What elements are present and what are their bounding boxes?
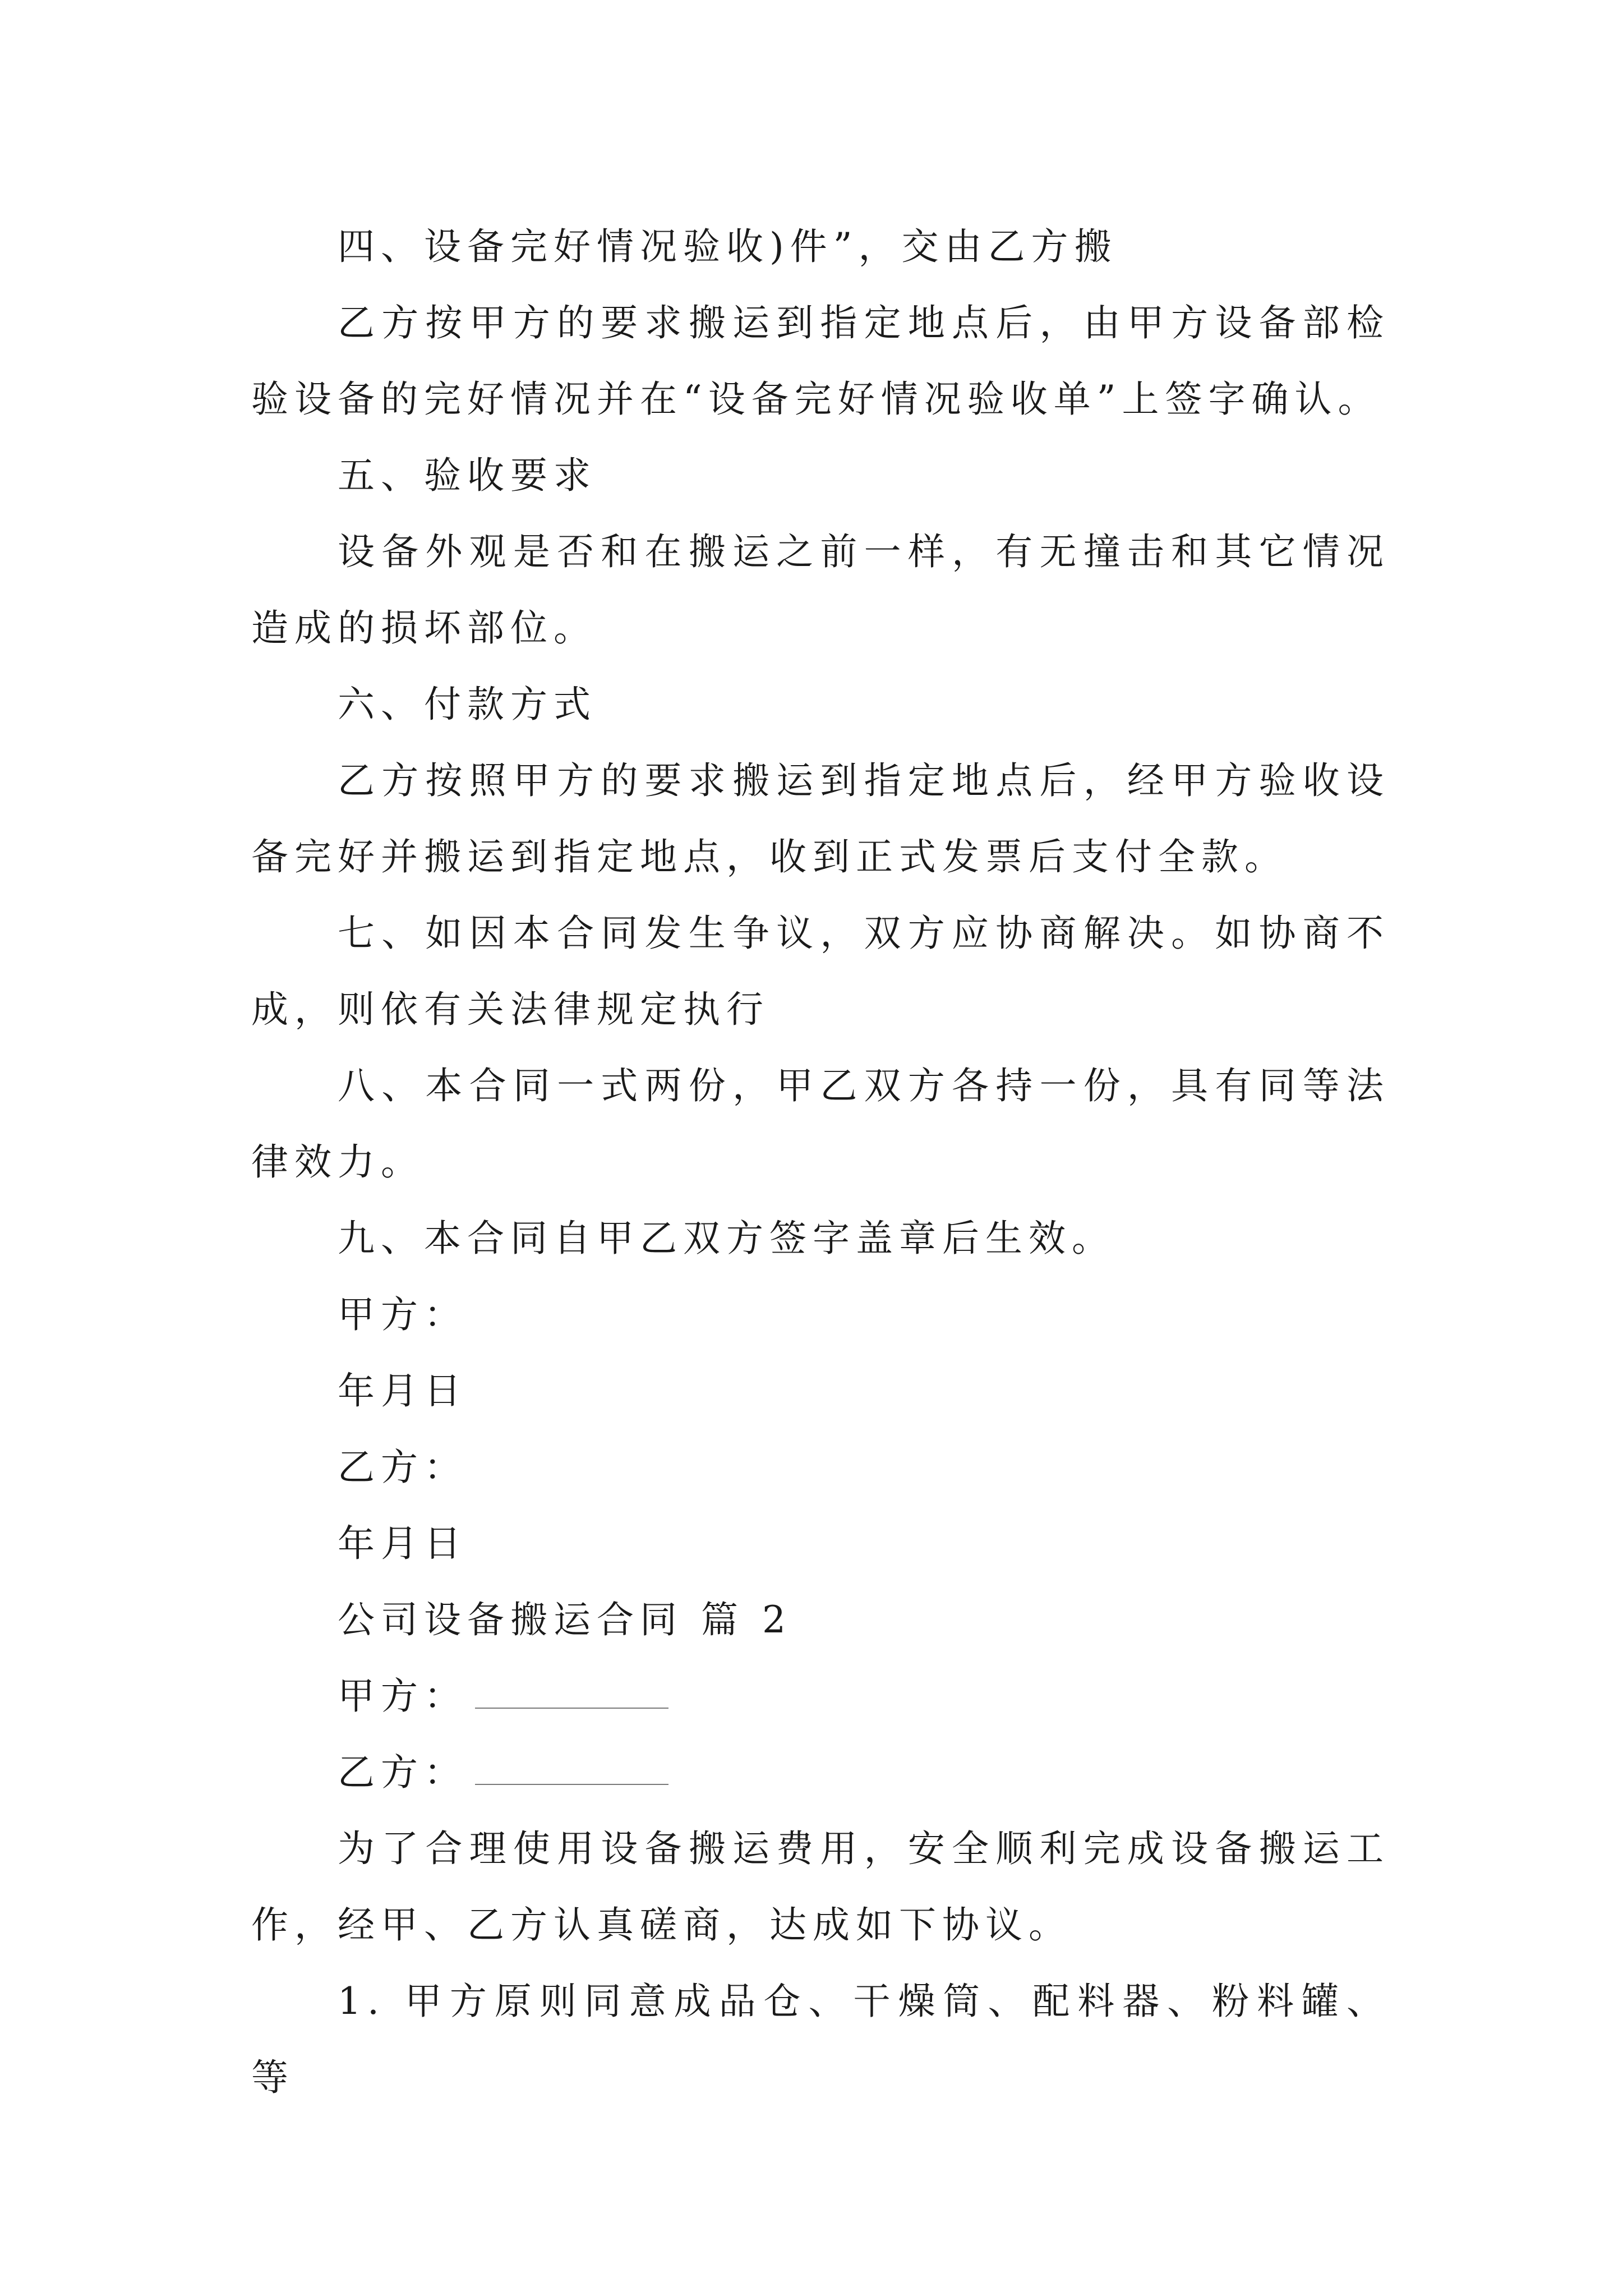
section-8: 八、本合同一式两份，甲乙双方各持一份，具有同等法律效力。 [251, 1064, 1390, 1184]
section-4-body: 乙方按甲方的要求搬运到指定地点后，由甲方设备部检验设备的完好情况并在“设备完好情况验收单”上签字确认。 [251, 301, 1390, 421]
contract-2-clause-1: 1. 甲方原则同意成品仓、干燥筒、配料器、粉料罐、等 [251, 1980, 1390, 2099]
contract-2-intro: 为了合理使用设备搬运费用，安全顺利完成设备搬运工作，经甲、乙方认真磋商，达成如下协议。 [251, 1827, 1390, 1947]
party-a-blank-line [475, 1676, 668, 1709]
section-6-heading: 六、付款方式 [338, 683, 597, 726]
contract-2-party-a [251, 1658, 1390, 1734]
signature-party-a: 甲方： [338, 1293, 467, 1336]
section-4-heading: 四、设备完好情况验收)件”，交由乙方搬 [338, 225, 1118, 268]
contract-2-party-b [251, 1734, 1390, 1811]
signature-date-a: 年月日 [338, 1369, 467, 1412]
section-5-body: 设备外观是否和在搬运之前一样，有无撞击和其它情况造成的损坏部位。 [251, 530, 1390, 650]
party-b-blank-line [475, 1752, 668, 1785]
signature-date-b: 年月日 [338, 1522, 467, 1565]
section-6-body: 乙方按照甲方的要求搬运到指定地点后，经甲方验收设备完好并搬运到指定地点，收到正式发票后支付全款。 [251, 759, 1390, 878]
section-7: 七、如因本合同发生争议，双方应协商解决。如协商不成，则依有关法律规定执行 [251, 912, 1390, 1031]
party-a-label: 甲方： [338, 1674, 467, 1718]
contract-2-title: 公司设备搬运合同 篇 2 [338, 1598, 792, 1641]
document-body [251, 209, 1390, 2116]
section-9: 九、本合同自甲乙双方签字盖章后生效。 [338, 1217, 1115, 1260]
party-b-label: 乙方： [338, 1751, 467, 1794]
signature-party-b: 乙方： [338, 1446, 467, 1489]
section-5-heading: 五、验收要求 [338, 454, 597, 497]
